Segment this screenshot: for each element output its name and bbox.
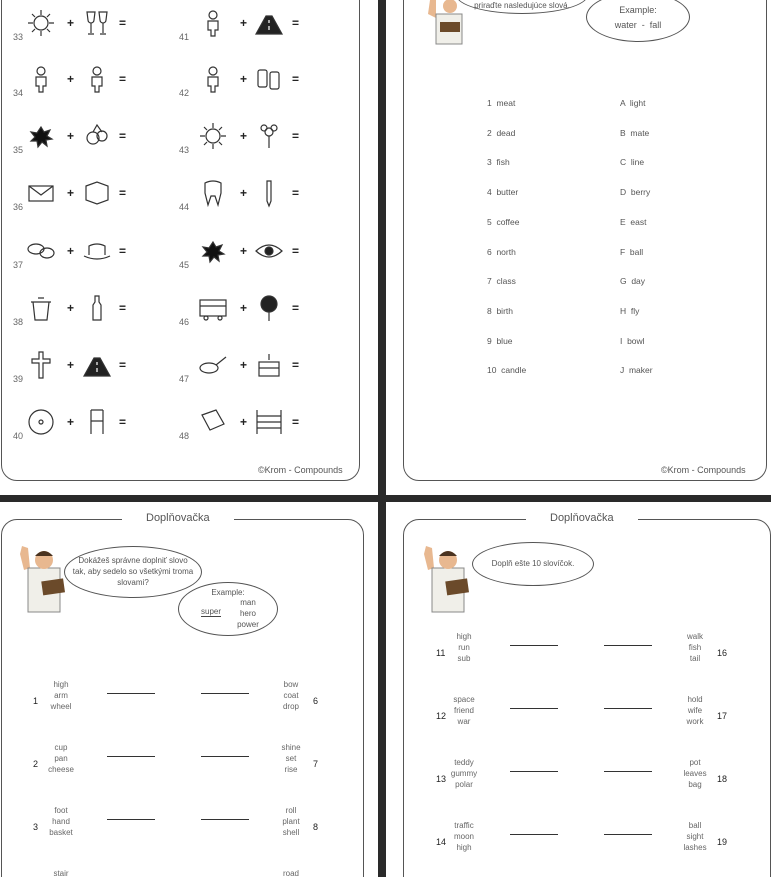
- answer-blank[interactable]: [107, 819, 155, 820]
- answer-blank[interactable]: [107, 756, 155, 757]
- match-item-right: E east: [620, 216, 647, 227]
- row-number: 7: [313, 759, 319, 769]
- footer-credit: ©Krom - Compounds: [258, 465, 343, 475]
- stack-word: traffic: [454, 821, 474, 830]
- item-number: 34: [13, 88, 24, 98]
- match-item-left: 10 candle: [487, 365, 527, 376]
- wheel-icon: [26, 407, 56, 437]
- bottle-icon: [82, 293, 112, 323]
- pencil-icon: [254, 178, 284, 208]
- equals-sign: =: [119, 244, 127, 258]
- man-standing-icon: [82, 64, 112, 94]
- plus-sign: +: [67, 358, 75, 372]
- equals-sign: =: [292, 16, 300, 30]
- equals-sign: =: [292, 72, 300, 86]
- hat-icon: [82, 236, 112, 266]
- bubble-text: priraďte nasledujúce slová.: [474, 1, 570, 10]
- plus-sign: +: [67, 244, 75, 258]
- equals-sign: =: [292, 358, 300, 372]
- match-item-left: 5 coffee: [487, 216, 520, 227]
- example-label: Example:: [211, 588, 245, 597]
- bus-icon: [198, 293, 228, 323]
- item-number: 48: [179, 431, 190, 441]
- match-item-left: 9 blue: [487, 335, 513, 346]
- row-number: 13: [436, 774, 447, 784]
- stack-word: arm: [54, 691, 68, 700]
- equals-sign: =: [292, 301, 300, 315]
- item-number: 40: [13, 431, 24, 441]
- match-item-right: D berry: [620, 187, 651, 198]
- stack-word: drop: [282, 702, 299, 711]
- item-number: 46: [179, 317, 190, 327]
- answer-blank[interactable]: [604, 708, 652, 709]
- stack-word: roll: [285, 806, 297, 815]
- example-words: [231, 597, 265, 630]
- word-stack-left: [36, 742, 86, 775]
- road-icon: [82, 350, 112, 380]
- plus-sign: +: [67, 129, 75, 143]
- stack-word: space: [453, 695, 475, 704]
- equals-sign: =: [292, 244, 300, 258]
- stack-word: run: [458, 643, 470, 652]
- match-item-right: I bowl: [620, 335, 645, 346]
- stack-word: sub: [457, 654, 471, 663]
- worksheet-card: [403, 0, 767, 481]
- woman-face-icon: [198, 64, 228, 94]
- equals-sign: =: [119, 16, 127, 30]
- stack-word: bag: [688, 780, 702, 789]
- stack-word: high: [456, 843, 472, 852]
- equals-sign: =: [292, 415, 300, 429]
- stack-word: war: [457, 717, 471, 726]
- word-stack-left: [439, 757, 489, 790]
- word-stack-left: [439, 694, 489, 727]
- word-stack-right: [266, 679, 319, 712]
- example-prefix: super: [201, 607, 222, 616]
- stack-word: polar: [455, 780, 473, 789]
- item-number: 39: [13, 374, 24, 384]
- plus-sign: +: [240, 301, 248, 315]
- word-stack-left: [36, 679, 86, 712]
- stack-word: pot: [689, 758, 701, 767]
- pan-icon: [198, 350, 228, 380]
- phones-icon: [254, 64, 284, 94]
- stack-word: bow: [283, 680, 299, 689]
- plus-sign: +: [67, 186, 75, 200]
- plus-sign: +: [240, 415, 248, 429]
- plus-sign: +: [240, 129, 248, 143]
- stack-word: teddy: [454, 758, 474, 767]
- answer-blank[interactable]: [510, 771, 558, 772]
- fire-icon: [26, 64, 56, 94]
- example-word: power: [237, 620, 259, 629]
- splat-icon: [26, 121, 56, 151]
- word-stack-left: [36, 868, 86, 877]
- row-number: 11: [436, 648, 446, 658]
- stack-word: coat: [283, 691, 299, 700]
- stack-word: shell: [282, 828, 300, 837]
- stack-word: fish: [688, 643, 702, 652]
- row-number: 8: [313, 822, 319, 832]
- stack-word: lashes: [683, 843, 707, 852]
- speech-bubble: [472, 542, 594, 586]
- answer-blank[interactable]: [201, 756, 249, 757]
- cross-icon: [26, 350, 56, 380]
- row-number: 17: [717, 711, 728, 721]
- equals-sign: =: [119, 415, 127, 429]
- stack-word: shine: [281, 743, 301, 752]
- item-number: 35: [13, 145, 24, 155]
- panel-bottom-left: [0, 502, 378, 877]
- flower-icon: [254, 121, 284, 151]
- stack-word: work: [686, 717, 704, 726]
- equals-sign: =: [119, 72, 127, 86]
- answer-blank[interactable]: [107, 693, 155, 694]
- item-number: 38: [13, 317, 24, 327]
- crossroad-icon: [254, 8, 284, 38]
- item-number: 36: [13, 202, 24, 212]
- row-number: 6: [313, 696, 319, 706]
- row-number: 14: [436, 837, 447, 847]
- plus-sign: +: [240, 186, 248, 200]
- match-item-left: 3 fish: [487, 157, 510, 168]
- plus-sign: +: [240, 244, 248, 258]
- footer-credit: ©Krom - Compounds: [661, 465, 746, 475]
- row-number: 12: [436, 711, 447, 721]
- stack-word: set: [285, 754, 297, 763]
- match-item-left: 6 north: [487, 246, 516, 257]
- equals-sign: =: [119, 358, 127, 372]
- item-number: 42: [179, 88, 190, 98]
- berries-icon: [82, 121, 112, 151]
- item-number: 44: [179, 202, 190, 212]
- row-number: 16: [717, 648, 728, 658]
- stack-word: rise: [284, 765, 298, 774]
- match-item-left: 7 class: [487, 276, 516, 287]
- plus-sign: +: [67, 72, 75, 86]
- equals-sign: =: [292, 129, 300, 143]
- panel-bottom-right: [386, 502, 771, 877]
- sun-icon: [198, 121, 228, 151]
- example-label: Example:: [619, 5, 657, 15]
- stop-sign-icon: [254, 293, 284, 323]
- stack-word: walk: [686, 632, 703, 641]
- chair-icon: [82, 407, 112, 437]
- answer-blank[interactable]: [510, 708, 558, 709]
- item-number: 45: [179, 260, 190, 270]
- item-number: 37: [13, 260, 24, 270]
- match-item-right: B mate: [620, 127, 650, 138]
- word-stack-right: [670, 820, 720, 853]
- teacher-illustration: [422, 546, 474, 614]
- example-word: man: [240, 598, 256, 607]
- stack-word: cup: [54, 743, 68, 752]
- stack-word: ball: [688, 821, 702, 830]
- stack-word: road: [282, 869, 299, 877]
- word-stack-left: [439, 631, 489, 664]
- row-number: 18: [717, 774, 728, 784]
- plus-sign: +: [240, 358, 248, 372]
- stack-word: leaves: [683, 769, 707, 778]
- answer-blank[interactable]: [604, 834, 652, 835]
- equals-sign: =: [292, 186, 300, 200]
- row-number: 2: [33, 759, 39, 769]
- plus-sign: +: [240, 16, 248, 30]
- answer-blank[interactable]: [604, 771, 652, 772]
- word-stack-right: [266, 742, 319, 775]
- box-icon: [82, 178, 112, 208]
- stack-word: basket: [49, 828, 73, 837]
- word-stack-right: [266, 805, 319, 838]
- item-number: 33: [13, 32, 24, 42]
- match-item-left: 2 dead: [487, 127, 516, 138]
- splat-icon: [198, 236, 228, 266]
- equals-sign: =: [119, 186, 127, 200]
- word-stack-left: [36, 805, 86, 838]
- stack-word: sight: [686, 832, 704, 841]
- plus-sign: +: [67, 16, 75, 30]
- match-item-left: 8 birth: [487, 305, 513, 316]
- answer-blank[interactable]: [201, 693, 249, 694]
- stack-word: tail: [689, 654, 701, 663]
- item-number: 41: [179, 32, 190, 42]
- runner-icon: [198, 8, 228, 38]
- word-stack-right: [670, 757, 720, 790]
- word-stack-right: [670, 694, 720, 727]
- match-item-right: J maker: [620, 365, 653, 376]
- stack-word: high: [53, 680, 69, 689]
- trash-bin-icon: [26, 293, 56, 323]
- stack-word: wheel: [50, 702, 72, 711]
- stack-word: stair: [53, 869, 69, 877]
- book-icon: [198, 407, 228, 437]
- match-item-left: 1 meat: [487, 98, 516, 108]
- equals-sign: =: [119, 301, 127, 315]
- equals-sign: =: [119, 129, 127, 143]
- wine-glasses-icon: [82, 8, 112, 38]
- stack-word: wife: [687, 706, 703, 715]
- stack-word: pan: [54, 754, 68, 763]
- example-word: hero: [239, 609, 256, 618]
- stack-word: hand: [52, 817, 70, 826]
- match-item-right: A light: [620, 98, 646, 108]
- row-number: 19: [717, 837, 728, 847]
- mushrooms-icon: [26, 236, 56, 266]
- match-item-right: F ball: [620, 246, 644, 257]
- answer-blank[interactable]: [510, 834, 558, 835]
- stack-word: moon: [453, 832, 474, 841]
- bubble-text: Doplň ešte 10 slovíčok.: [491, 559, 575, 568]
- bubble-text: Dokážeš správne doplniť slovo tak, aby sedelo so všetkými troma slovami?: [72, 556, 194, 587]
- match-item-right: G day: [620, 276, 646, 287]
- page-title: Doplňovačka: [122, 512, 234, 524]
- match-item-left: 4 butter: [487, 187, 519, 198]
- stack-word: plant: [282, 817, 300, 826]
- answer-blank[interactable]: [201, 819, 249, 820]
- match-item-right: C line: [620, 157, 645, 168]
- row-number: 1: [33, 696, 39, 706]
- ladder-icon: [254, 407, 284, 437]
- answer-blank[interactable]: [510, 645, 558, 646]
- word-stack-right: [266, 868, 316, 877]
- cake-icon: [254, 350, 284, 380]
- match-item-right: H fly: [620, 305, 640, 316]
- stack-word: hold: [687, 695, 703, 704]
- page-title: Doplňovačka: [526, 512, 638, 524]
- panel-top-left: [0, 0, 378, 495]
- word-stack-left: [439, 820, 489, 853]
- plus-sign: +: [67, 301, 75, 315]
- word-stack-right: [670, 631, 720, 664]
- envelope-icon: [26, 178, 56, 208]
- plus-sign: +: [240, 72, 248, 86]
- example-bubble: [178, 582, 278, 636]
- tooth-icon: [198, 178, 228, 208]
- item-number: 43: [179, 145, 190, 155]
- answer-blank[interactable]: [604, 645, 652, 646]
- plus-sign: +: [67, 415, 75, 429]
- row-number: 3: [33, 822, 39, 832]
- stack-word: cheese: [48, 765, 74, 774]
- sun-icon: [26, 8, 56, 38]
- item-number: 47: [179, 374, 190, 384]
- eye-icon: [254, 236, 284, 266]
- example-text: water - fall: [614, 20, 662, 30]
- stack-word: foot: [54, 806, 68, 815]
- teacher-illustration: [18, 546, 70, 614]
- stack-word: gummy: [450, 769, 478, 778]
- stack-word: friend: [453, 706, 474, 715]
- panel-top-right: [386, 0, 771, 495]
- stack-word: high: [456, 632, 472, 641]
